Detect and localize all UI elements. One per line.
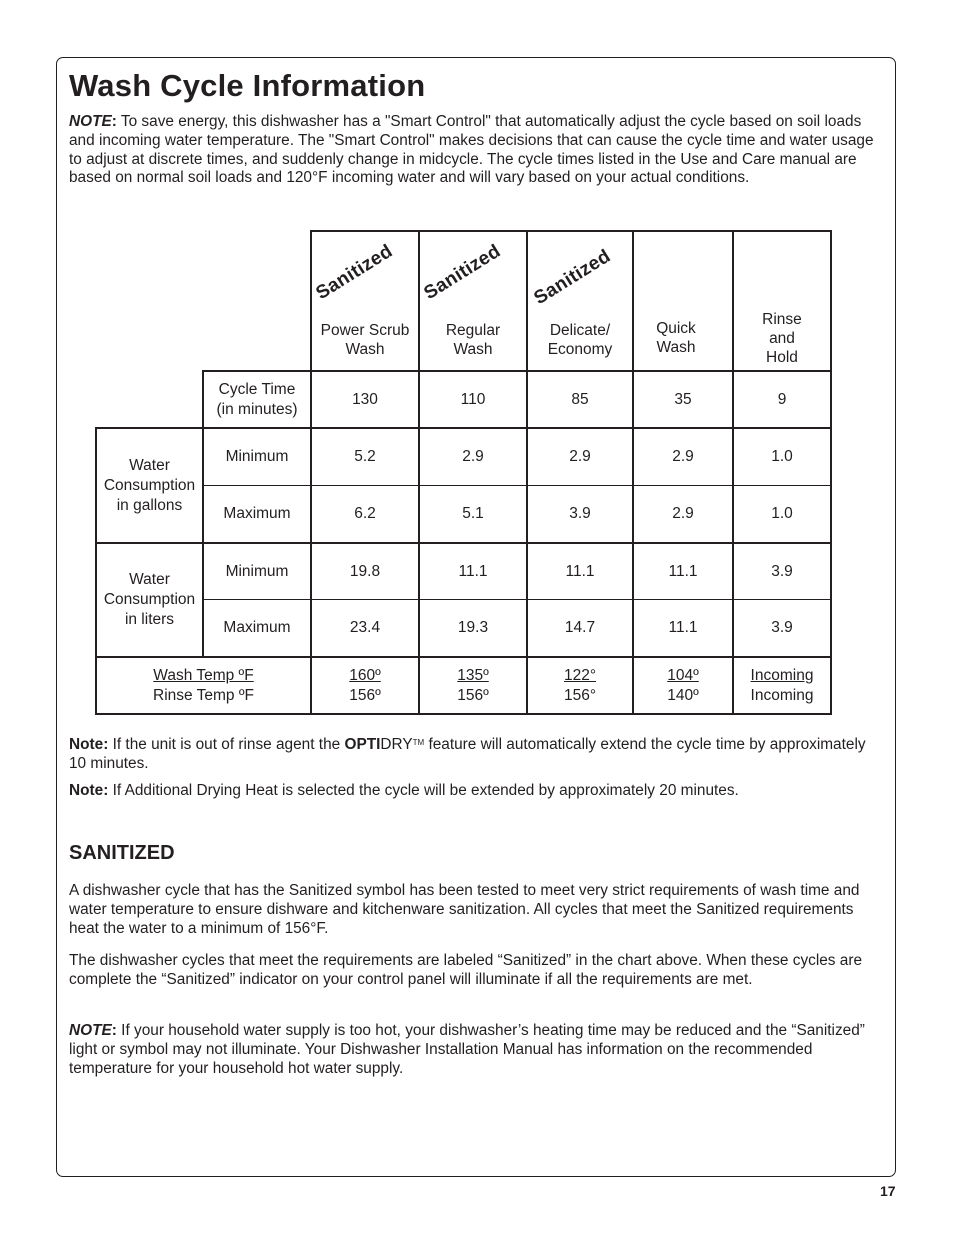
note-drying-heat: Note: If Additional Drying Heat is selected the cycle will be extended by approximately 20 minutes. <box>69 782 739 799</box>
cell-gallons-max-2: 3.9 <box>569 505 591 522</box>
cell-liters-min-0: 19.8 <box>349 562 381 580</box>
page-title: Wash Cycle Information <box>69 68 426 103</box>
optidry-brand: OPTI <box>344 736 381 753</box>
cell-wash-temp-1: 135º <box>457 666 489 684</box>
col-header-quick-wash: Quick Wash <box>656 320 696 356</box>
page-number: 17 <box>880 1183 896 1199</box>
cell-gallons-min-2: 2.9 <box>569 448 591 465</box>
cell-gallons-min-4: 1.0 <box>771 448 793 465</box>
col-header-delicate-economy: Delicate/ Economy <box>547 322 613 358</box>
cell-liters-max-0: 23.4 <box>349 619 381 636</box>
cell-temps-2 <box>528 658 632 713</box>
cell-cycle-time-2: 85 <box>571 390 589 408</box>
group-label-liters: Water Consumption in liters <box>103 571 196 628</box>
cell-gallons-min-0: 5.2 <box>354 448 376 465</box>
group-label-gallons: Water Consumption in gallons <box>103 456 196 514</box>
note-hot-label: NOTE <box>69 1022 112 1039</box>
cell-gallons-max-3: 2.9 <box>672 505 694 522</box>
cell-temps-1 <box>420 658 526 713</box>
note-intro-label: NOTE <box>69 113 112 130</box>
row-label-cycle-time: Cycle Time (in minutes) <box>216 380 298 418</box>
sanitized-label-power-scrub: Sanitized <box>312 240 397 305</box>
row-label-liters-max: Maximum <box>223 619 291 636</box>
trademark: TM <box>412 738 425 747</box>
col-header-regular-wash: Regular Wash <box>445 322 501 358</box>
cell-gallons-max-4: 1.0 <box>771 505 793 522</box>
cell-liters-max-4: 3.9 <box>771 619 793 636</box>
cell-temps-0 <box>312 658 418 713</box>
col-header-power-scrub: Power Scrub Wash <box>320 322 410 358</box>
sanitized-label-regular: Sanitized <box>420 240 505 305</box>
note-intro-text: To save energy, this dishwasher has a "Smart Control" that automatically adjust the cycle based on soil loads and incoming water temperature. The "Smart Control" makes decisions that can cause the cycle time and water usage to adjust at discrete times, and suddenly change in midcycle. The cycle times listed in the Use and Care manual are based on normal soil loads and 120°F incoming water and will vary based on your actual conditions. <box>69 113 874 187</box>
note-optidry-label: Note: <box>69 736 109 753</box>
note-drying-label: Note: <box>69 782 109 799</box>
cell-rinse-temp-4: Incoming <box>750 686 814 704</box>
cell-wash-temp-4: Incoming <box>750 666 814 684</box>
cell-rinse-temp-0: 156º <box>349 686 381 704</box>
sanitized-paragraph-1: A dishwasher cycle that has the Sanitized symbol has been tested to meet very strict requirements of wash time and water temperature to ensure dishware and kitchenware sanitization. All cycles that meet the Sanitized requirements heat the water to a minimum of 156°F. <box>69 882 860 937</box>
cell-rinse-temp-3: 140º <box>667 686 699 704</box>
cell-wash-temp-0: 160º <box>349 666 381 684</box>
row-label-gallons-min: Minimum <box>225 448 289 465</box>
cell-liters-min-1: 11.1 <box>458 562 488 580</box>
cell-cycle-time-0: 130 <box>352 390 378 408</box>
cell-liters-max-2: 14.7 <box>564 619 596 636</box>
row-label-liters-min: Minimum <box>225 562 289 580</box>
cell-liters-min-2: 11.1 <box>565 562 595 580</box>
row-label-temps: Wash Temp ºF Rinse Temp ºF <box>153 666 254 704</box>
cell-liters-min-4: 3.9 <box>771 562 793 580</box>
section-heading-sanitized: SANITIZED <box>69 842 175 864</box>
note-hot-water: NOTE: If your household water supply is too hot, your dishwasher’s heating time may be reduced and the “Sanitized” light or symbol may not illuminate. Your Dishwasher Installation Manual has information on the recommended temperature for your household hot water supply. <box>69 1022 865 1077</box>
note-intro <box>69 113 884 188</box>
row-label-gallons-max: Maximum <box>223 505 291 522</box>
cell-liters-max-3: 11.1 <box>668 619 698 636</box>
col-header-rinse-and-hold: Rinse and Hold <box>762 311 802 366</box>
cell-cycle-time-1: 110 <box>460 390 486 408</box>
cell-wash-temp-3: 104º <box>667 666 699 684</box>
cell-wash-temp-2: 122° <box>563 666 597 684</box>
note-intro-colon: : <box>111 113 117 130</box>
cell-gallons-min-1: 2.9 <box>462 448 484 465</box>
cell-gallons-min-3: 2.9 <box>672 448 694 465</box>
cell-gallons-max-1: 5.1 <box>462 505 484 522</box>
cell-liters-max-1: 19.3 <box>457 619 489 636</box>
cell-cycle-time-3: 35 <box>674 390 692 408</box>
cell-liters-min-3: 11.1 <box>668 562 698 580</box>
cell-temps-4 <box>734 658 830 713</box>
sanitized-paragraph-2: The dishwasher cycles that meet the requirements are labeled “Sanitized” in the chart above. When these cycles are complete the “Sanitized” indicator on your control panel will illuminate if all the requirements are met. <box>69 952 863 988</box>
cell-cycle-time-4: 9 <box>777 390 787 408</box>
cell-rinse-temp-1: 156º <box>457 686 489 704</box>
cell-temps-3 <box>634 658 732 713</box>
note-optidry: Note: If the unit is out of rinse agent the OPTIDRY™ feature will automatically extend the cycle time by approximately 10 minutes. <box>69 736 866 772</box>
sanitized-label-delicate: Sanitized <box>530 245 615 310</box>
cell-gallons-max-0: 6.2 <box>354 505 376 522</box>
cell-rinse-temp-2: 156° <box>563 686 597 704</box>
